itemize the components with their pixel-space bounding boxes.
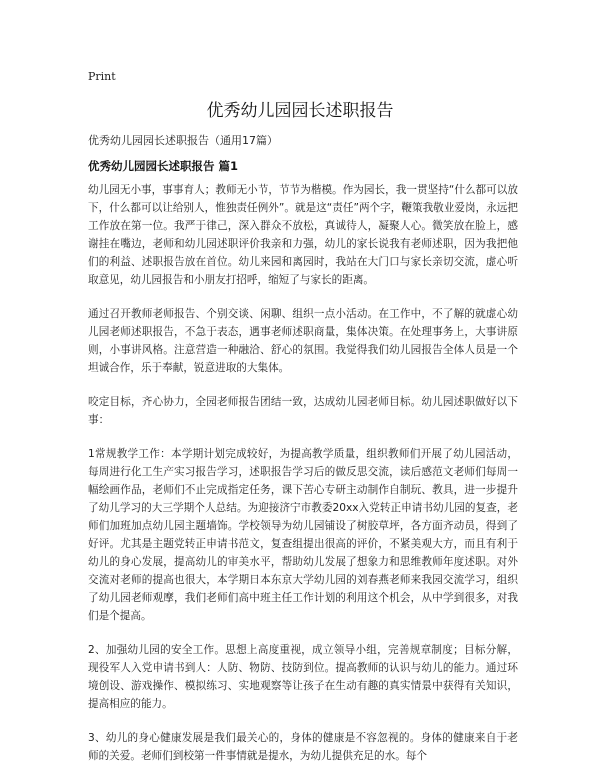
- document-subtitle: 优秀幼儿园园长述职报告（通用17篇）: [88, 134, 278, 147]
- paragraph: 通过召开教师老师报告、个别交谈、闲聊、组织一点小活动。在工作中，不了解的就虚心幼儿园老师述职报告，不急于表态，遇事老师述职商量，集体决策。在处理事务上，大事讲原则，小事讲风格。注意营造一种融洽、舒心的氛围。我觉得我们幼儿园报告全体人员是一个坦诚合作，乐于奉献，锐意进取的大集体。: [88, 308, 518, 374]
- paragraph: 咬定目标，齐心协力，全园老师报告团结一致，达成幼儿园老师目标。幼儿园述职做好以下事：: [88, 396, 518, 426]
- print-label[interactable]: Print: [88, 70, 116, 83]
- paragraph: 1常规教学工作：本学期计划完成较好，为提高教学质量，组织教师们开展了幼儿园活动，每周进行化工生产实习报告学习，述职报告学习后的做反思交流，读后感范文老师们每周一幅绘画作品，老师们不止完成指定任务，课下苦心专研主动制作自制玩、教具，进一步提升了幼儿学习的大三学期个人总结。为迎接济宁市教委20xx入党转正申请书幼儿园的复查，老师们加班加点幼儿园主题墙饰。学校领导为幼儿园铺设了树胶草坪，各方面齐动员，得到了好评。尤其是主题党转正申请书范文，复查组提出很高的评价，不紧美观大方，而且有利于幼儿的身心发展，提高幼儿的审美水平，帮助幼儿发展了想象力和思维教师年度述职。对外交流对老师的提高也很大，本学期日本东京大学幼儿园的刘春燕老师来我园交流学习，组织了幼儿园老师观摩，我们老师们高中班主任工作计划的利用这个机会，从中学到很多，对我们是个提高。: [88, 448, 518, 622]
- section-heading: 优秀幼儿园园长述职报告 篇1: [88, 159, 239, 173]
- paragraph: 2、加强幼儿园的安全工作。思想上高度重视，成立领导小组，完善规章制度；目标分解，现役军人入党申请书到人：人防、物防、技防到位。提高教师的认识与幼儿的能力。通过环境创设、游戏操作、模拟练习、实地观察等让孩子在生动有趣的真实情景中获得有关知识，提高相应的能力。: [88, 644, 518, 710]
- document-title: 优秀幼儿园园长述职报告: [206, 101, 394, 121]
- paragraph: 幼儿园无小事，事事育人；教师无小节，节节为楷模。作为园长，我一贯坚持“什么都可以放下，什么都可以让给别人，惟独责任例外”。就是这“责任”两个字，鞭策我敬业爱岗，永远把工作放在第一位。我严于律己，深入群众不放松，真诚待人，凝聚人心。微笑放在脸上，感谢挂在嘴边，老师和幼儿园述职评价我亲和力强，幼儿的家长说我有老师述职，因为我把他们的利益、述职报告放在首位。幼儿来园和离园时，我站在大门口与家长亲切交流，虚心听取意见，幼儿园报告和小朋友打招呼，缩短了与家长的距离。: [88, 184, 518, 286]
- paragraph: 3、幼儿的身心健康发展是我们最关心的，身体的健康是不容忽视的。身体的健康来自于老师的关爱。老师们到校第一件事情就是提水，为幼儿提供充足的水。每个: [88, 732, 518, 762]
- body-text: [88, 181, 518, 776]
